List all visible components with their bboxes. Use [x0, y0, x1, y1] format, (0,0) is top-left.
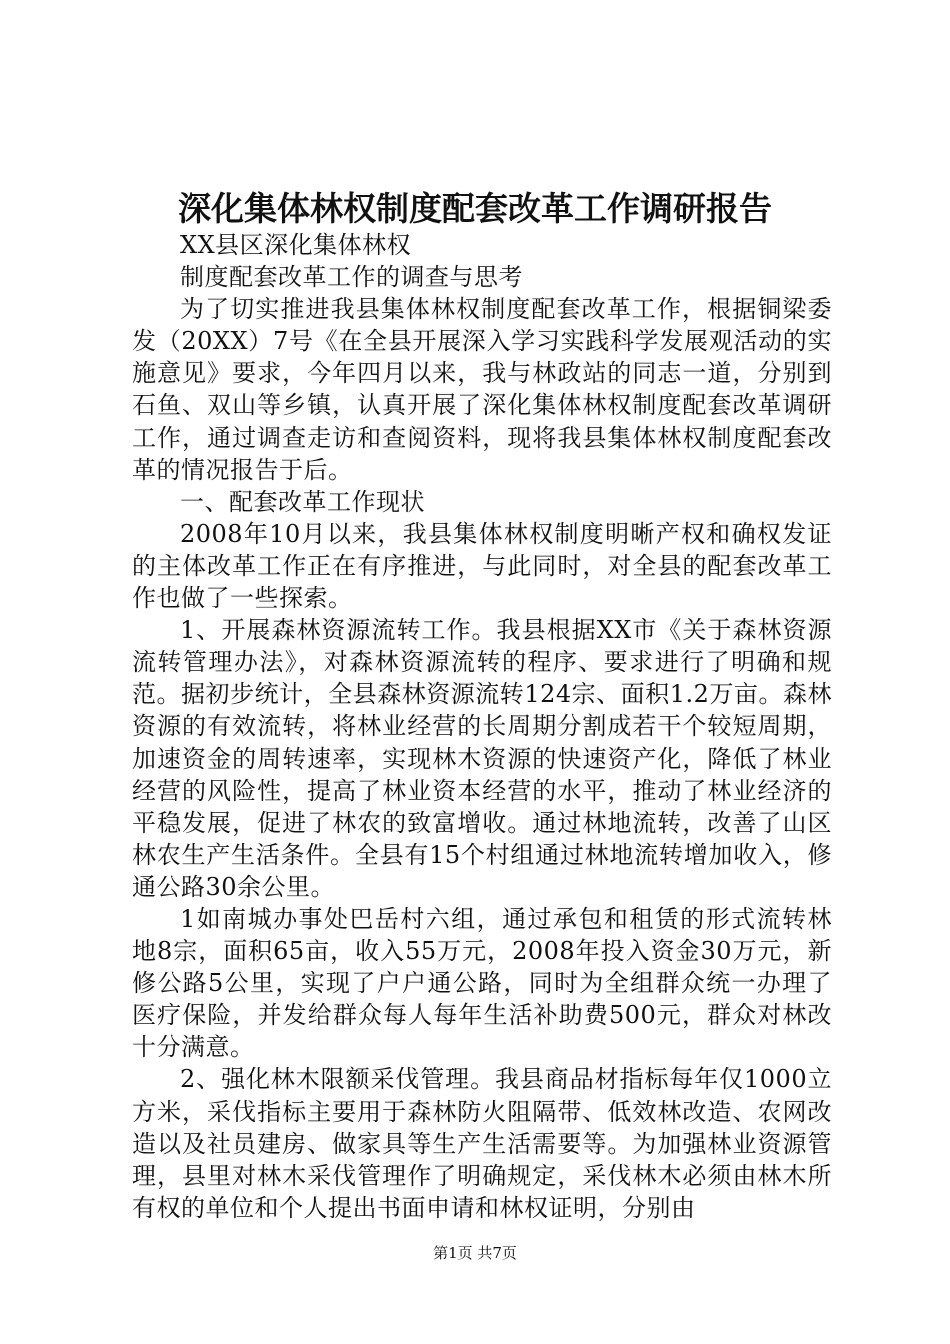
paragraph-example: 1如南城办事处巴岳村六组，通过承包和租赁的形式流转林地8宗，面积65亩，收入55万元，2008年投入资金30万元，新修公路5公里，实现了户户通公路，同时为全组群众统一办理了医疗保险，并发给群众每人每年生活补助费500元，群众对林改十分满意。 — [132, 904, 832, 1062]
subtitle-line-1: XX县区深化集体林权 — [180, 231, 412, 259]
page-number-footer: 第1页 共7页 — [433, 1244, 517, 1262]
intro-paragraph: 为了切实推进我县集体林权制度配套改革工作，根据铜梁委发（20XX）7号《在全县开展深入学习实践科学发展观活动的实施意见》要求，今年四月以来，我与林政站的同志一道，分别到石鱼、双山等乡镇，认真开展了深化集体林权制度配套改革调研工作，通过调查走访和查阅资料，现将我县集体林权制度配套改革的情况报告于后。 — [132, 295, 832, 484]
section-heading: 一、配套改革工作现状 — [180, 487, 425, 516]
document-title: 深化集体林权制度配套改革工作调研报告 — [178, 189, 772, 228]
document-body — [132, 229, 832, 1224]
paragraph-logging-management: 2、强化林木限额采伐管理。我县商品材指标每年仅1000立方米，采伐指标主要用于森林防火阻隔带、低效林改造、农网改造以及社员建房、做家具等生产生活需要等。为加强林业资源管理，县里对林木采伐管理作了明确规定，采伐林木必须由林木所有权的单位和个人提出书面申请和林权证明，分别由 — [132, 1065, 832, 1222]
paragraph-resource-transfer: 1、开展森林资源流转工作。我县根据XX市《关于森林资源流转管理办法》，对森林资源流转的程序、要求进行了明确和规范。据初步统计，全县森林资源流转124宗、面积1.2万亩。森林资源的有效流转，将林业经营的长周期分割成若干个较短周期，加速资金的周转速率，实现林木资源的快速资产化，降低了林业经营的风险性，提高了林业资本经营的水平，推动了林业经济的平稳发展，促进了林农的致富增收。通过林地流转，改善了山区林农生产生活条件。全县有15个村组通过林地流转增加收入，修通公路30余公里。 — [132, 616, 832, 901]
subtitle-line-2: 制度配套改革工作的调查与思考 — [180, 263, 523, 292]
paragraph-status: 2008年10月以来，我县集体林权制度明晰产权和确权发证的主体改革工作正在有序推进，与此同时，对全县的配套改革工作也做了一些探索。 — [132, 519, 832, 613]
